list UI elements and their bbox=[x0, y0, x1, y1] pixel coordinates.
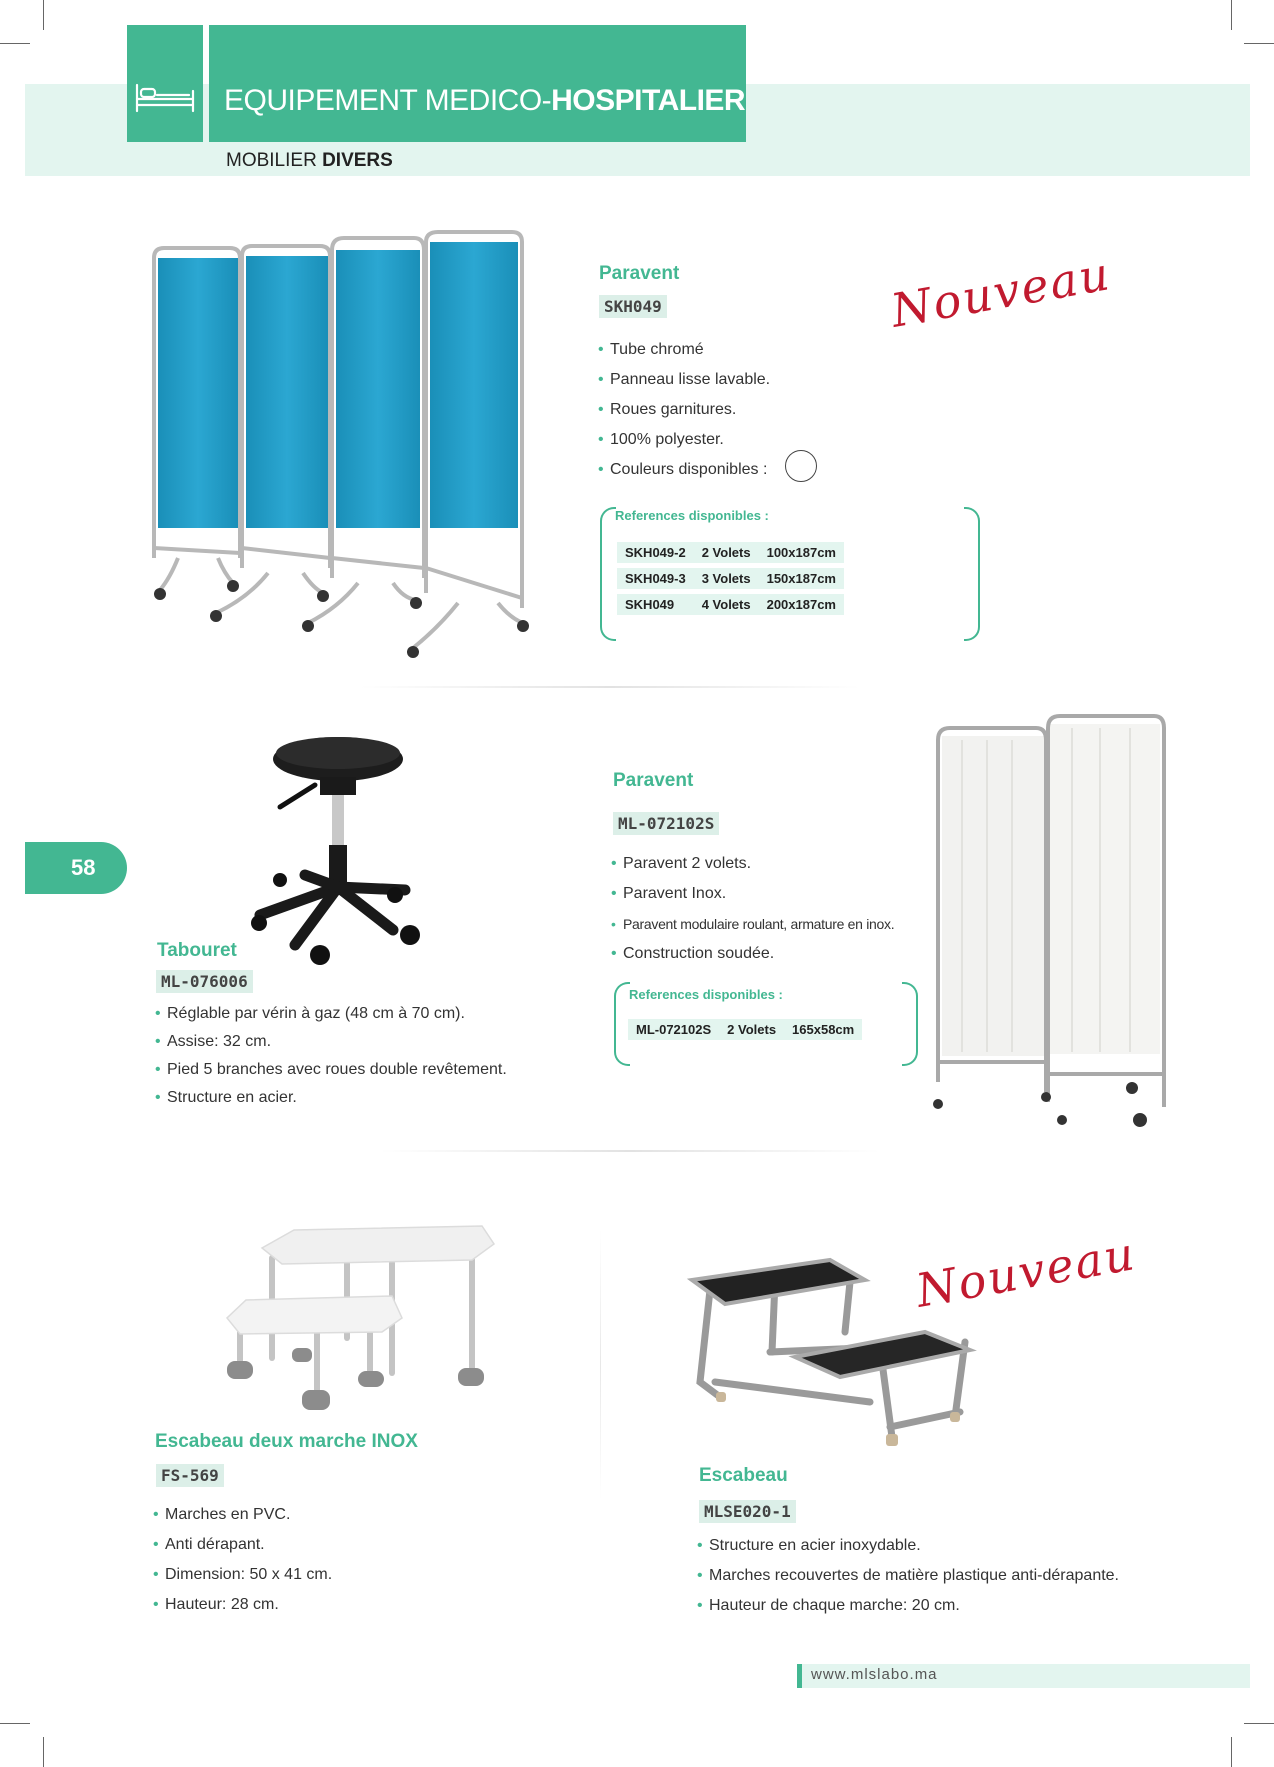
ref-code: ML-072102S bbox=[628, 1019, 719, 1040]
product-ref: ML-072102S bbox=[613, 812, 719, 835]
feature-item: • Paravent 2 volets. bbox=[611, 849, 894, 879]
feature-item: • 100% polyester. bbox=[598, 425, 770, 455]
product-name: Tabouret bbox=[157, 940, 237, 961]
feature-item: • Structure en acier inoxydable. bbox=[697, 1531, 1119, 1561]
table-row bbox=[617, 542, 844, 563]
column-divider bbox=[600, 1230, 601, 1500]
product-name: Paravent bbox=[613, 770, 694, 791]
crop-mark bbox=[1244, 1723, 1274, 1724]
page-number: 58 bbox=[71, 855, 96, 880]
feature-item: • Hauteur: 28 cm. bbox=[153, 1590, 332, 1620]
feature-item: • Roues garnitures. bbox=[598, 395, 770, 425]
ref-volets: 4 Volets bbox=[694, 594, 759, 615]
product-image-paravent-4-volets bbox=[148, 228, 538, 668]
feature-item: • Paravent modulaire roulant, armature en inox. bbox=[611, 909, 894, 939]
feature-item: • Réglable par vérin à gaz (48 cm à 70 cm). bbox=[155, 1000, 507, 1028]
feature-list bbox=[611, 849, 894, 969]
brace-right bbox=[902, 982, 918, 1066]
references-table bbox=[628, 1014, 862, 1045]
feature-list bbox=[153, 1500, 332, 1620]
hospital-bed-icon bbox=[127, 25, 203, 142]
ref-size: 200x187cm bbox=[759, 594, 844, 615]
feature-item: • Pied 5 branches avec roues double revêtement. bbox=[155, 1056, 507, 1084]
ref-size: 150x187cm bbox=[759, 568, 844, 589]
product-name: Escabeau bbox=[699, 1465, 788, 1486]
feature-list bbox=[697, 1531, 1119, 1621]
product-image-escabeau-inox bbox=[222, 1218, 497, 1413]
feature-item: • Anti dérapant. bbox=[153, 1530, 332, 1560]
product-ref: MLSE020-1 bbox=[699, 1500, 796, 1523]
page-number-tab bbox=[25, 842, 127, 894]
brace-right bbox=[964, 507, 980, 641]
product-name: Paravent bbox=[599, 263, 680, 284]
crop-mark bbox=[0, 43, 30, 44]
crop-mark bbox=[0, 1723, 30, 1724]
crop-mark bbox=[1231, 0, 1232, 30]
nouveau-badge: Nouveau bbox=[886, 246, 1115, 338]
feature-item: • Paravent Inox. bbox=[611, 879, 894, 909]
product-name: Escabeau deux marche INOX bbox=[155, 1431, 418, 1452]
feature-item: • Marches recouvertes de matière plastique anti-dérapante. bbox=[697, 1561, 1119, 1591]
feature-item: • Hauteur de chaque marche: 20 cm. bbox=[697, 1591, 1119, 1621]
crop-mark bbox=[43, 0, 44, 30]
table-row bbox=[617, 594, 844, 615]
ref-volets: 2 Volets bbox=[719, 1019, 784, 1040]
references-table bbox=[617, 537, 844, 620]
product-image-tabouret bbox=[245, 735, 430, 970]
section-divider bbox=[360, 686, 860, 688]
footer-website-link[interactable]: www.mlslabo.ma bbox=[811, 1666, 938, 1683]
feature-item: • Dimension: 50 x 41 cm. bbox=[153, 1560, 332, 1590]
color-swatch-white bbox=[785, 450, 817, 482]
section-subtitle: MOBILIER DIVERS bbox=[226, 150, 393, 171]
product-image-paravent-2-volets bbox=[932, 712, 1172, 1132]
references-title: References disponibles : bbox=[629, 987, 783, 1002]
feature-list bbox=[155, 1000, 507, 1112]
feature-item: • Panneau lisse lavable. bbox=[598, 365, 770, 395]
product-ref: SKH049 bbox=[599, 295, 667, 318]
feature-list bbox=[598, 335, 770, 485]
ref-size: 100x187cm bbox=[759, 542, 844, 563]
crop-mark bbox=[43, 1737, 44, 1767]
crop-mark bbox=[1244, 43, 1274, 44]
ref-volets: 3 Volets bbox=[694, 568, 759, 589]
feature-item: • Marches en PVC. bbox=[153, 1500, 332, 1530]
feature-item: • Assise: 32 cm. bbox=[155, 1028, 507, 1056]
crop-mark bbox=[1231, 1737, 1232, 1767]
table-row bbox=[628, 1019, 862, 1040]
header-icon-box bbox=[127, 25, 203, 142]
feature-item: • Couleurs disponibles : bbox=[598, 455, 770, 485]
ref-code: SKH049-2 bbox=[617, 542, 694, 563]
feature-item: • Construction soudée. bbox=[611, 939, 894, 969]
footer-accent-bar bbox=[797, 1664, 802, 1688]
ref-code: SKH049 bbox=[617, 594, 694, 615]
product-ref: FS-569 bbox=[156, 1464, 224, 1487]
brace-left bbox=[600, 507, 616, 641]
section-divider bbox=[380, 1150, 880, 1152]
product-ref: ML-076006 bbox=[156, 970, 253, 993]
page-title: EQUIPEMENT MEDICO-HOSPITALIER bbox=[224, 84, 746, 117]
ref-code: SKH049-3 bbox=[617, 568, 694, 589]
nouveau-badge: Nouveau bbox=[911, 1226, 1140, 1318]
table-row bbox=[617, 568, 844, 589]
references-title: References disponibles : bbox=[615, 508, 769, 523]
ref-volets: 2 Volets bbox=[694, 542, 759, 563]
ref-size: 165x58cm bbox=[784, 1019, 862, 1040]
feature-item: • Structure en acier. bbox=[155, 1084, 507, 1112]
feature-item: • Tube chromé bbox=[598, 335, 770, 365]
